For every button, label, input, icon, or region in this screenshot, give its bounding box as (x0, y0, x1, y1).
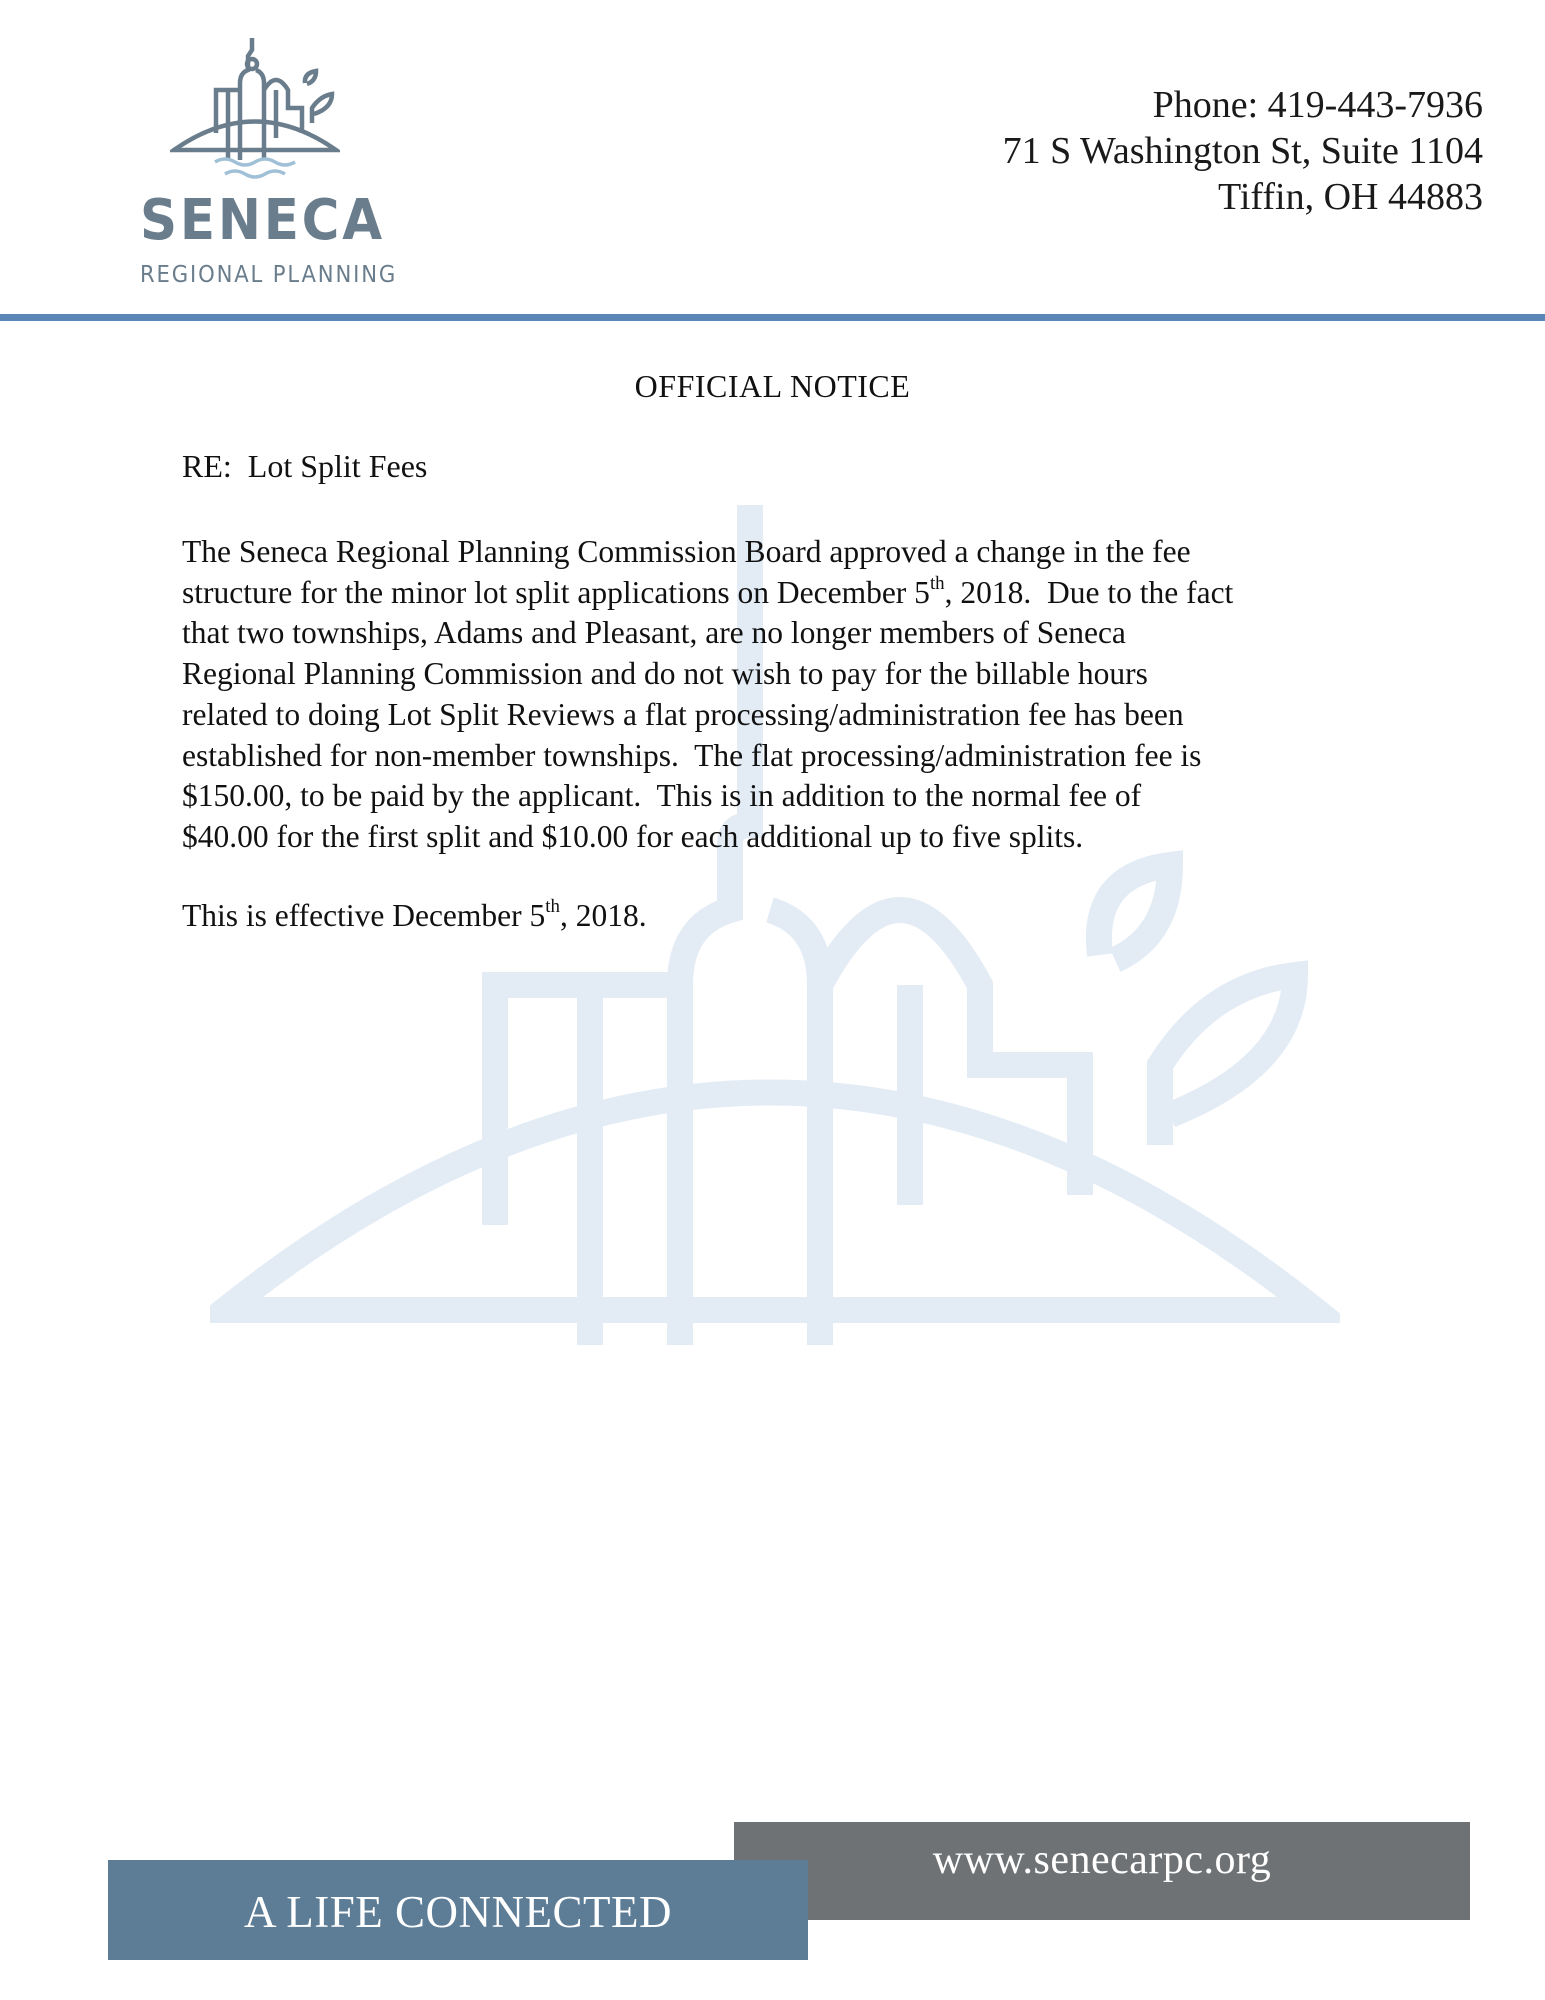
ordinal-suffix: th (545, 895, 560, 917)
paragraph-line: The Seneca Regional Planning Commission Board approved a change in the fee (182, 534, 1191, 569)
tagline: A LIFE CONNECTED (244, 1887, 672, 1937)
paragraph-line: $40.00 for the first split and $10.00 for each additional up to five splits. (182, 818, 1084, 854)
paragraph-line: related to doing Lot Split Reviews a flat processing/administration fee has been (182, 696, 1184, 732)
logo-wordmark: SENECA (140, 188, 385, 253)
subject-line: RE: Lot Split Fees (182, 448, 428, 484)
contact-phone: Phone: 419-443-7936 (1152, 84, 1483, 126)
footer-url-banner (734, 1822, 1470, 1920)
contact-block (1003, 82, 1483, 220)
header-divider (0, 314, 1545, 321)
ordinal-suffix: th (929, 572, 945, 594)
paragraph-line: that two townships, Adams and Pleasant, are no longer members of Seneca (182, 615, 1126, 651)
contact-address-line2: Tiffin, OH 44883 (1218, 176, 1483, 218)
footer-tagline-banner (108, 1860, 808, 1960)
seneca-logo (130, 38, 398, 298)
effective-date-line: This is effective December 5th, 2018. (182, 895, 647, 933)
paragraph-line: established for non-member townships. The flat processing/administration fee is (182, 737, 1202, 773)
logo-subtitle: REGIONAL PLANNING (140, 262, 398, 288)
paragraph-line: $150.00, to be paid by the applicant. This is in addition to the normal fee of (182, 778, 1142, 814)
paragraph-line: structure for the minor lot split applications on December 5th, 2018. Due to the fact (182, 572, 1234, 610)
city-skyline-bridge-logo-icon (170, 38, 340, 183)
notice-title: OFFICIAL NOTICE (634, 368, 911, 404)
notice-paragraph (182, 532, 1382, 858)
contact-address-line1: 71 S Washington St, Suite 1104 (1002, 130, 1483, 172)
paragraph-line: Regional Planning Commission and do not wish to pay for the billable hours (182, 656, 1148, 692)
website-link[interactable]: www.senecarpc.org (932, 1837, 1272, 1883)
